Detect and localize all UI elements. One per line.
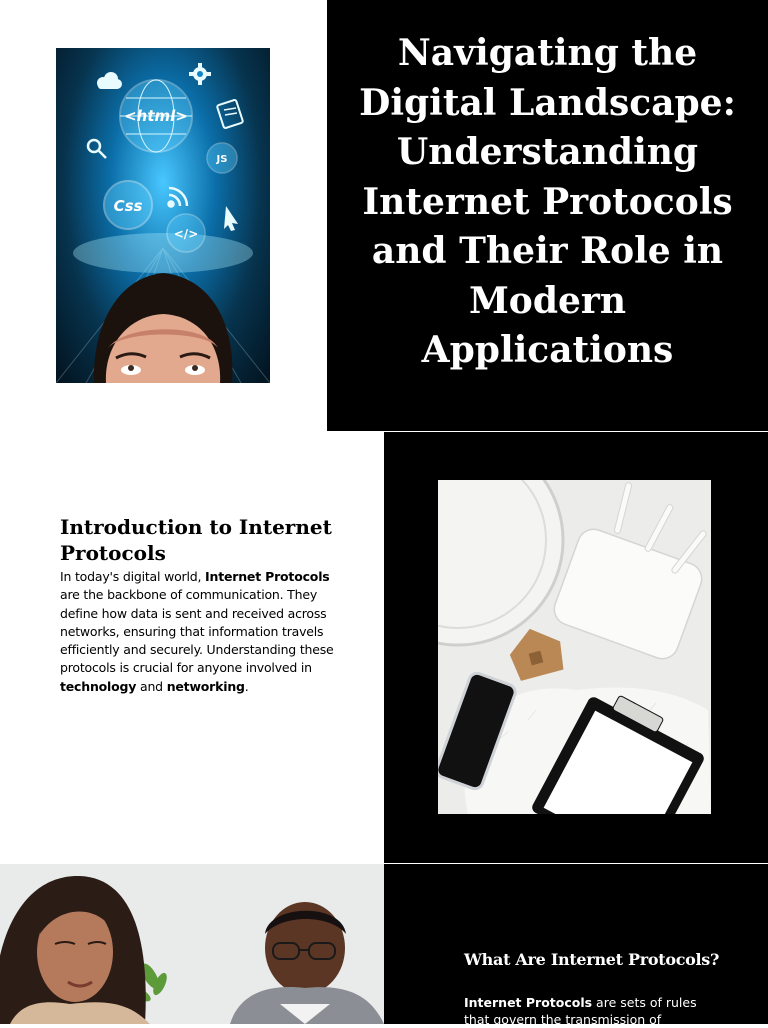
intro-text-3: and <box>136 678 167 694</box>
document-icon <box>217 99 243 128</box>
hero-image <box>56 48 270 383</box>
intro-heading: Introduction to Internet Protocols <box>60 515 332 565</box>
wifi-icon <box>169 188 188 207</box>
svg-text:Css: Css <box>113 197 143 215</box>
router-illustration <box>438 480 711 814</box>
css-bubble-icon <box>104 181 152 229</box>
intro-text-2: are the backbone of communication. They define how data is sent and received across networks, ensuring that information travels efficiently and securely. Understanding these protocols is crucial for anyone involved in <box>60 587 334 676</box>
js-bubble-icon <box>207 143 237 173</box>
person-looking-up <box>94 273 233 383</box>
svg-text:</>: </> <box>173 227 199 241</box>
gear-icon <box>189 63 211 85</box>
intro-paragraph <box>60 568 335 696</box>
title-panel <box>327 0 768 431</box>
intro-text-1: In today's digital world, <box>60 569 206 584</box>
intro-bold-technology: technology <box>60 678 137 694</box>
intro-bold-internet-protocols: Internet Protocols <box>205 569 330 584</box>
section3-paragraph <box>464 994 724 1028</box>
code-bubble-icon <box>167 214 205 252</box>
search-icon <box>88 140 106 158</box>
people-illustration <box>0 864 384 1024</box>
section3-bold-internet-protocols: Internet Protocols <box>464 995 593 1010</box>
people-image <box>0 864 384 1024</box>
intro-bold-networking: networking <box>166 678 245 694</box>
html-globe-icon <box>120 80 192 152</box>
section3-heading: What Are Internet Protocols? <box>464 950 720 969</box>
section3-text: are sets of rules that govern the transmission of <box>464 995 697 1027</box>
cloud-icon <box>97 72 122 89</box>
intro-text-4: . <box>244 678 249 694</box>
hero-illustration <box>56 48 270 383</box>
router-image <box>438 480 711 814</box>
svg-text:<html>: <html> <box>124 107 188 125</box>
cursor-icon <box>224 206 238 231</box>
svg-text:JS: JS <box>216 154 228 165</box>
main-title: Navigating the Digital Landscape: Understanding Internet Protocols and Their Role in Modern Applications <box>359 32 736 372</box>
